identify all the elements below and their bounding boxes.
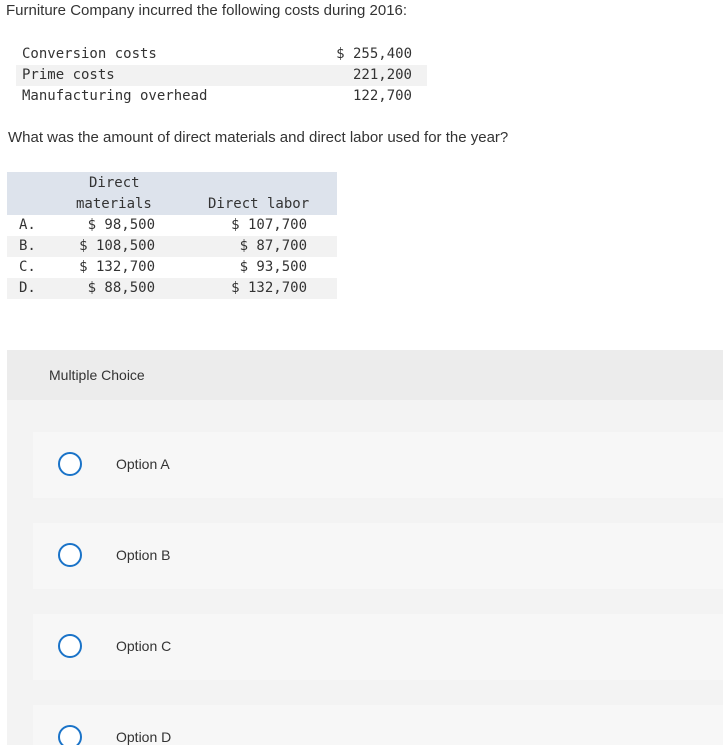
direct-materials-value: $ 98,500 (87, 217, 155, 233)
row-letter: B. (19, 238, 36, 254)
direct-materials-value: $ 88,500 (87, 280, 155, 296)
cost-value: 221,200 (352, 67, 412, 83)
option-label[interactable]: Option D (116, 729, 172, 745)
cost-label: Prime costs (22, 67, 115, 83)
radio-button-icon[interactable] (58, 543, 82, 567)
direct-labor-value: $ 132,700 (231, 280, 307, 296)
answer-table (7, 172, 337, 299)
direct-materials-value: $ 108,500 (79, 238, 155, 254)
multiple-choice-title: Multiple Choice (49, 367, 145, 383)
row-letter: A. (19, 217, 36, 233)
row-letter: D. (19, 280, 36, 296)
option-d[interactable] (33, 705, 723, 745)
multiple-choice-panel (7, 350, 723, 745)
option-a[interactable] (33, 432, 723, 498)
option-b[interactable] (33, 523, 723, 589)
problem-intro: Furniture Company incurred the following costs during 2016: (6, 2, 408, 19)
direct-materials-value: $ 132,700 (79, 259, 155, 275)
answer-table-header (7, 172, 337, 215)
radio-button-icon[interactable] (58, 452, 82, 476)
cost-value: 122,700 (352, 88, 412, 104)
option-label[interactable]: Option C (116, 638, 172, 654)
cost-row-overhead (16, 86, 427, 107)
question-text: What was the amount of direct materials and direct labor used for the year? (8, 129, 509, 146)
header-direct-materials-line2: materials (76, 196, 152, 212)
direct-labor-value: $ 93,500 (239, 259, 307, 275)
table-row (7, 257, 337, 278)
table-row (7, 236, 337, 257)
option-c[interactable] (33, 614, 723, 680)
header-direct-materials-line1: Direct (89, 175, 140, 191)
multiple-choice-header (7, 350, 723, 400)
direct-labor-value: $ 87,700 (239, 238, 307, 254)
cost-value: $ 255,400 (336, 46, 412, 62)
direct-labor-value: $ 107,700 (231, 217, 307, 233)
radio-button-icon[interactable] (58, 725, 82, 745)
radio-button-icon[interactable] (58, 634, 82, 658)
cost-label: Conversion costs (22, 46, 157, 62)
header-direct-labor: Direct labor (208, 196, 310, 212)
cost-row-prime (16, 65, 427, 86)
option-label[interactable]: Option B (116, 547, 171, 563)
row-letter: C. (19, 259, 36, 275)
cost-row-conversion (16, 44, 427, 65)
cost-table (16, 44, 427, 107)
table-row (7, 278, 337, 299)
option-label[interactable]: Option A (116, 456, 170, 472)
cost-label: Manufacturing overhead (22, 88, 208, 104)
table-row (7, 215, 337, 236)
